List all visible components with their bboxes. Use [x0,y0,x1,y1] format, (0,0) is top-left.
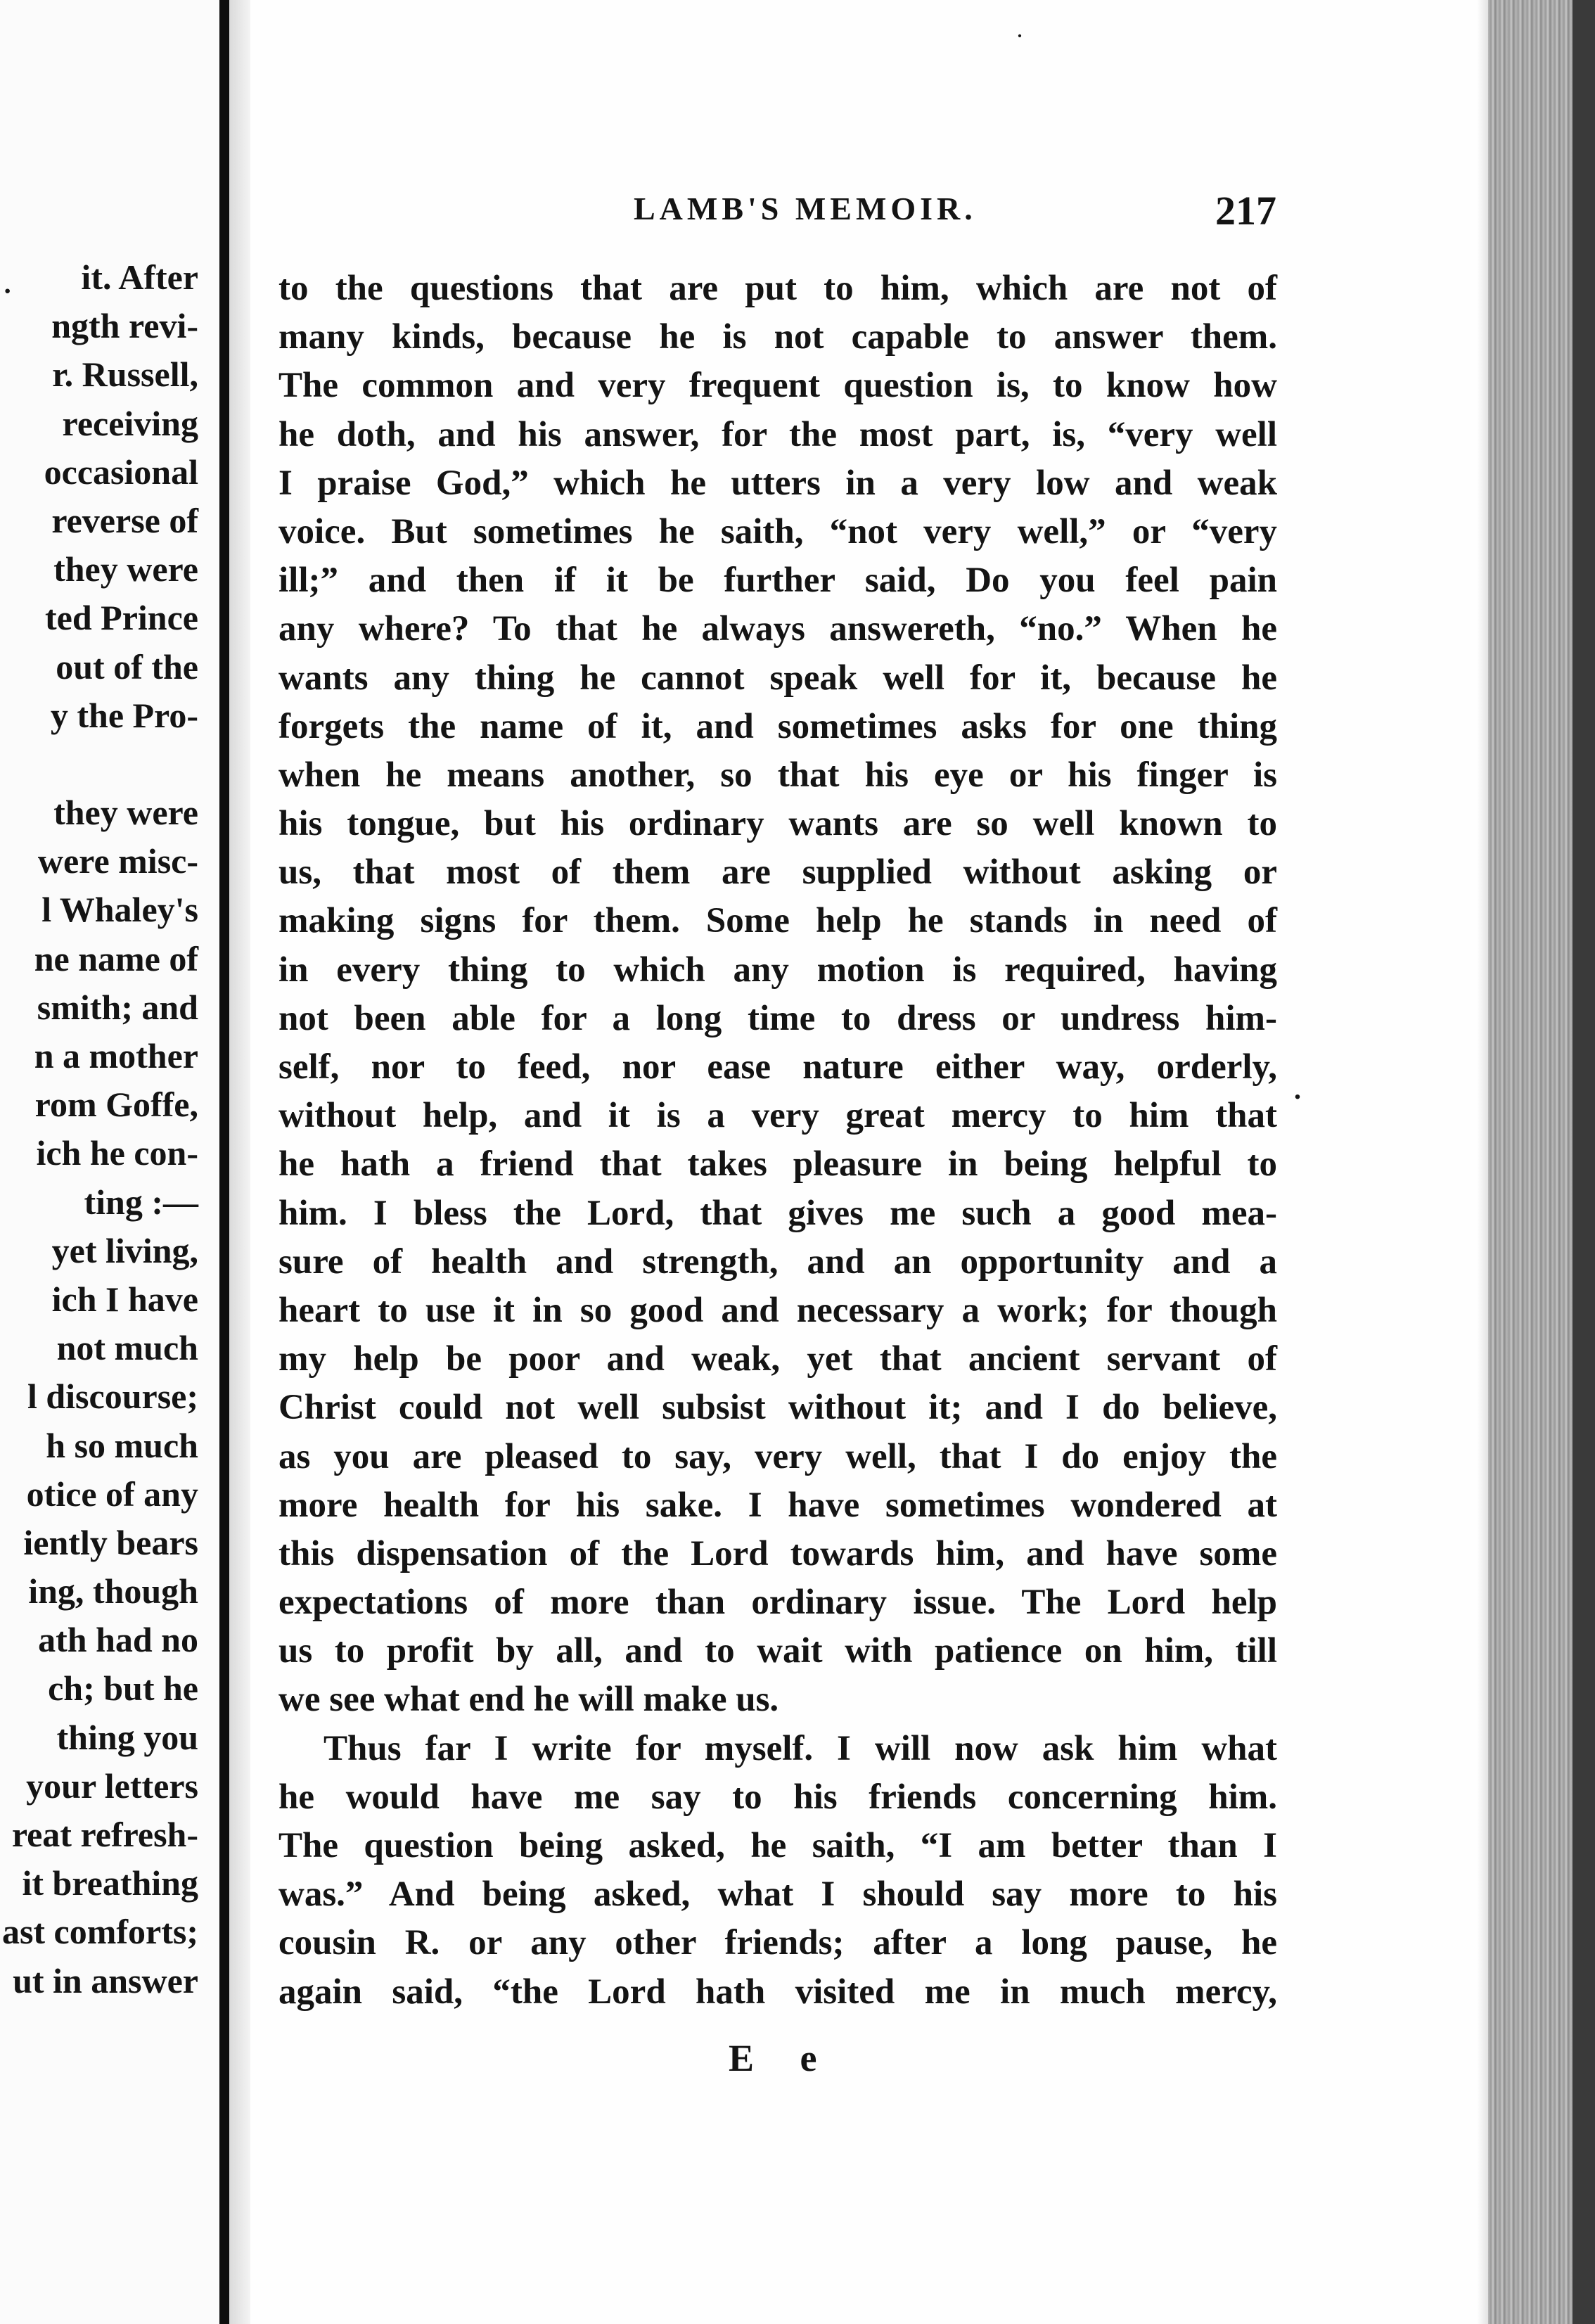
text-line: The common and very frequent question is, to know how [278,366,1277,406]
previous-page-line: ngth revi- [51,306,198,346]
text-line: he hath a friend that takes pleasure in being helpful to [278,1144,1277,1185]
text-line: without help, and it is a very great mercy to him that [278,1096,1277,1136]
previous-page-line: smith; and [37,987,198,1027]
top-margin-mark: · [1016,22,1024,50]
previous-page-line: occasional [44,452,198,492]
text-line: we see what end he will make us. [278,1680,779,1720]
previous-page-line: it breathing [22,1863,198,1903]
previous-page-line: out of the [56,646,198,687]
book-cover-edge [1572,0,1595,2324]
text-line: he doth, and his answer, for the most part, is, “very well [278,414,1277,454]
previous-page-line [0,740,198,788]
text-line: again said, “the Lord hath visited me in much mercy, [278,1972,1277,2012]
body-text [278,264,1277,2017]
text-line: us to profit by all, and to wait with patience on him, till [278,1631,1277,1671]
previous-page-line: l Whaley's [41,890,198,930]
previous-page-line: thing you [56,1717,198,1757]
previous-page-line: ting :— [84,1182,198,1222]
previous-page-line: your letters [26,1766,198,1806]
text-line: my help be poor and weak, yet that ancient servant of [278,1339,1277,1379]
margin-mark: . [1294,1073,1301,1105]
text-line: any where? To that he always answereth, “no.” When he [278,609,1277,649]
previous-page-line: ich he con- [36,1133,198,1173]
previous-page-line: they were [53,793,198,833]
text-line: as you are pleased to say, very well, that I do enjoy the [278,1436,1277,1476]
text-line: heart to use it in so good and necessary a work; for though [278,1290,1277,1330]
margin-mark: · [3,275,13,307]
previous-page-line: ut in answer [13,1960,198,2000]
text-line: expectations of more than ordinary issue. The Lord help [278,1583,1277,1623]
text-line: The question being asked, he saith, “I am better than I [278,1826,1277,1865]
signature-mark: E e [729,2037,835,2079]
previous-page-line: otice of any [26,1474,198,1514]
previous-page-line: ne name of [34,938,198,978]
text-line: when he means another, so that his eye or his finger is [278,755,1277,795]
previous-page-line: ted Prince [45,598,198,638]
text-line: to the questions that are put to him, which are not of [278,269,1277,308]
text-line: this dispensation of the Lord towards him, and have some [278,1533,1277,1573]
text-line: making signs for them. Some help he stands in need of [278,901,1277,941]
gutter-rule [219,0,229,2324]
text-line: many kinds, because he is not capable to answer them. [278,317,1277,357]
text-line: voice. But sometimes he saith, “not very well,” or “very [278,511,1277,551]
previous-page-line: ich I have [51,1279,198,1319]
previous-page-line: yet living, [51,1230,198,1270]
page-number: 217 [1215,188,1276,234]
text-line: us, that most of them are supplied without asking or [278,853,1277,893]
text-line: ill;” and then if it be further said, Do you feel pain [278,561,1277,601]
previous-page-line: ath had no [38,1620,198,1660]
previous-page-line: ch; but he [48,1668,198,1709]
book-page [250,0,1488,2324]
paragraph-start-line: Thus far I write for myself. I will now ask him what [324,1728,1277,1768]
previous-page-text [0,253,198,2005]
previous-page-line: rom Goffe, [34,1085,198,1125]
previous-page-line: it. After [81,257,198,297]
previous-page-line: were misc- [37,841,198,881]
previous-page-line: y the Pro- [50,695,198,735]
text-line: self, nor to feed, nor ease nature either way, orderly, [278,1047,1277,1087]
text-line: sure of health and strength, and an opportunity and a [278,1241,1277,1282]
text-line: wants any thing he cannot speak well for it, because he [278,658,1277,698]
previous-page-line: they were [53,549,198,589]
text-line: in every thing to which any motion is required, having [278,950,1277,990]
previous-page-line: not much [56,1328,198,1368]
previous-page-fragment [0,0,219,2324]
previous-page-line: h so much [46,1425,198,1465]
text-line: cousin R. or any other friends; after a long pause, he [278,1923,1277,1963]
previous-page-line: l discourse; [27,1377,198,1417]
previous-page-line: receiving [62,403,198,443]
text-line: Christ could not well subsist without it; and I do believe, [278,1388,1277,1428]
previous-page-line: ing, though [28,1571,198,1611]
text-line: he would have me say to his friends concerning him. [278,1777,1277,1817]
previous-page-line: iently bears [23,1522,198,1562]
text-line: I praise God,” which he utters in a very low and weak [278,463,1277,503]
previous-page-line: r. Russell, [52,355,198,395]
previous-page-line: n a mother [34,1036,198,1075]
text-line: him. I bless the Lord, that gives me such a good mea- [278,1193,1277,1233]
previous-page-line: reat refresh- [11,1815,198,1854]
previous-page-line: ast comforts; [1,1912,198,1952]
gutter-shadow [229,0,250,2324]
previous-page-line: reverse of [51,500,198,540]
text-line: more health for his sake. I have sometimes wondered at [278,1485,1277,1525]
running-head: LAMB'S MEMOIR. [634,191,977,226]
text-line: was.” And being asked, what I should say more to his [278,1875,1277,1915]
text-line: forgets the name of it, and sometimes asks for one thing [278,706,1277,746]
text-line: his tongue, but his ordinary wants are so well known to [278,804,1277,844]
text-line: not been able for a long time to dress or undress him- [278,998,1277,1038]
